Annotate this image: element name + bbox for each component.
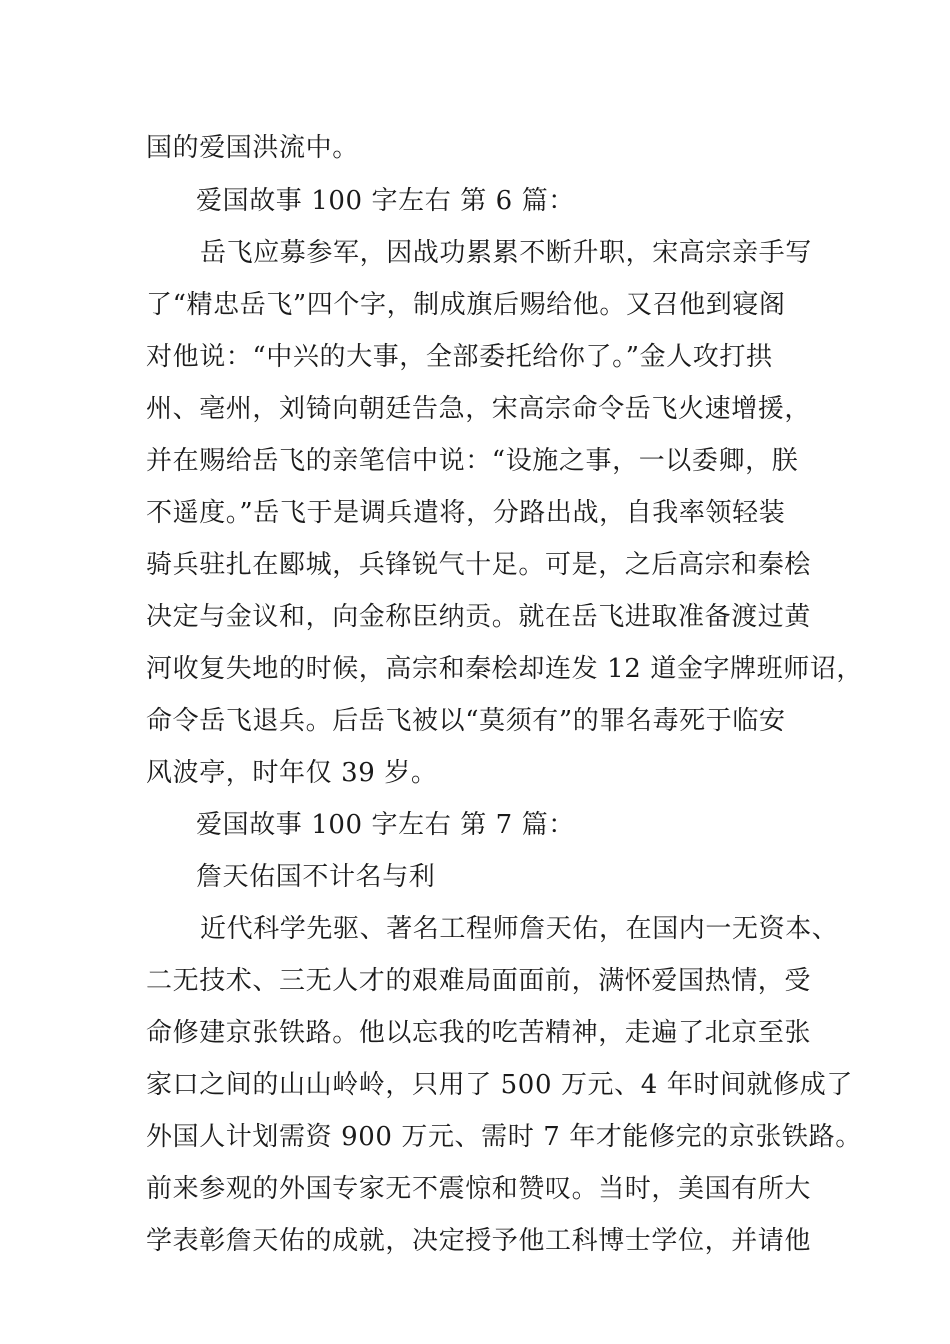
text-line: 对他说：“中兴的大事，全部委托给你了。”金人攻打拱 — [146, 342, 773, 372]
text-line: 国的爱国洪流中。 — [146, 133, 359, 163]
text-line: 了“精忠岳飞”四个字，制成旗后赐给他。又召他到寝阁 — [146, 290, 786, 320]
text-line: 外国人计划需资 900 万元、需时 7 年才能修完的京张铁路。 — [146, 1122, 862, 1152]
text-line: 学表彰詹天佑的成就，决定授予他工科博士学位，并请他 — [146, 1226, 812, 1256]
section-heading: 爱国故事 100 字左右 第 6 篇： — [196, 186, 575, 216]
text-line: 前来参观的外国专家无不震惊和赞叹。当时，美国有所大 — [146, 1174, 812, 1204]
section-heading: 爱国故事 100 字左右 第 7 篇： — [196, 810, 575, 840]
text-line: 决定与金议和，向金称臣纳贡。就在岳飞进取准备渡过黄 — [146, 602, 812, 632]
text-line: 并在赐给岳飞的亲笔信中说：“设施之事，一以委卿，朕 — [146, 446, 799, 476]
text-line: 不遥度。”岳飞于是调兵遣将，分路出战，自我率领轻装 — [146, 498, 786, 528]
text-line: 州、亳州，刘锜向朝廷告急，宋高宗命令岳飞火速增援， — [146, 394, 812, 424]
text-line: 家口之间的山山岭岭，只用了 500 万元、4 年时间就修成了 — [146, 1070, 853, 1100]
text-line: 二无技术、三无人才的艰难局面面前，满怀爱国热情，受 — [146, 966, 812, 996]
text-line: 近代科学先驱、著名工程师詹天佑，在国内一无资本、 — [200, 914, 839, 944]
text-line: 骑兵驻扎在郾城，兵锋锐气十足。可是，之后高宗和秦桧 — [146, 550, 812, 580]
text-line: 岳飞应募参军，因战功累累不断升职，宋高宗亲手写 — [200, 238, 812, 268]
text-line: 风波亭，时年仅 39 岁。 — [146, 758, 438, 788]
text-line: 命修建京张铁路。他以忘我的吃苦精神，走遍了北京至张 — [146, 1018, 812, 1048]
text-line: 河收复失地的时候，高宗和秦桧却连发 12 道金字牌班师诏， — [146, 654, 864, 684]
text-line: 命令岳飞退兵。后岳飞被以“莫须有”的罪名毒死于临安 — [146, 706, 786, 736]
story-title: 詹天佑国不计名与利 — [196, 862, 436, 892]
